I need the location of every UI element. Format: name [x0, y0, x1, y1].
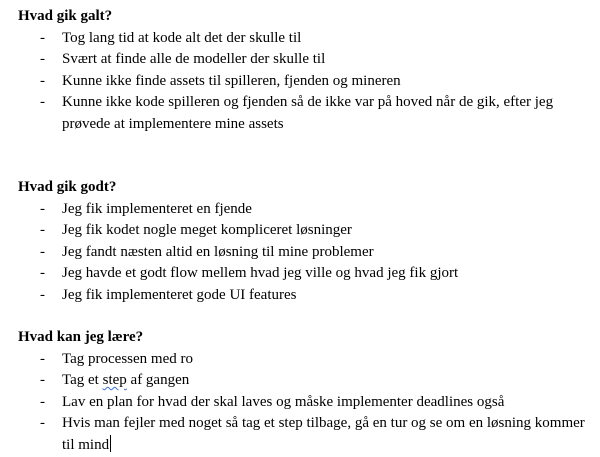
- list-item-text: Tog lang tid at kode alt det der skulle til: [62, 29, 302, 46]
- list-item-text: Lav en plan for hvad der skal laves og måske implementer deadlines også: [62, 393, 505, 410]
- section-what-can-i-learn: [18, 327, 588, 457]
- section-heading: Hvad gik godt?: [18, 179, 117, 195]
- section-what-went-well: [18, 177, 588, 307]
- bullet-dash: -: [40, 200, 45, 217]
- list-item: [18, 349, 588, 371]
- spellcheck-underline: step: [102, 372, 127, 389]
- bullet-dash: -: [40, 222, 45, 239]
- bullet-dash: -: [40, 265, 45, 282]
- list-item: [18, 392, 588, 414]
- list-item: [18, 199, 588, 221]
- list-item: [18, 71, 588, 93]
- text-cursor: [110, 435, 111, 452]
- list-item-text: Jeg fandt næsten altid en løsning til mine problemer: [62, 243, 374, 260]
- list-item-text: Svært at finde alle de modeller der skulle til: [62, 51, 326, 68]
- list-item-text: Kunne ikke kode spilleren og fjenden så de ikke var på hoved når de gik, efter jeg prøvede at implementere mine assets: [62, 94, 554, 132]
- bullet-list: [18, 199, 588, 307]
- bullet-list: [18, 28, 588, 136]
- list-item: [18, 92, 588, 135]
- list-item: [18, 370, 588, 392]
- bullet-dash: -: [40, 243, 45, 260]
- list-item-text: Tag processen med ro: [62, 350, 193, 367]
- bullet-dash: -: [40, 393, 45, 410]
- bullet-dash: -: [40, 415, 45, 432]
- bullet-dash: -: [40, 51, 45, 68]
- bullet-dash: -: [40, 94, 45, 111]
- list-item-text: Hvis man fejler med noget så tag et step tilbage, gå en tur og se om en løsning kommer til mind: [62, 415, 585, 453]
- list-item: [18, 413, 588, 456]
- list-item-text: Jeg havde et godt flow mellem hvad jeg ville og hvad jeg fik gjort: [62, 265, 459, 282]
- section-heading: Hvad gik galt?: [18, 8, 113, 24]
- section-what-went-wrong: [18, 6, 588, 136]
- bullet-dash: -: [40, 72, 45, 89]
- list-item: [18, 28, 588, 50]
- bullet-dash: -: [40, 29, 45, 46]
- bullet-dash: -: [40, 372, 45, 389]
- list-item-text: Kunne ikke finde assets til spilleren, fjenden og mineren: [62, 72, 401, 89]
- list-item: [18, 242, 588, 264]
- list-item: [18, 285, 588, 307]
- bullet-dash: -: [40, 286, 45, 303]
- bullet-dash: -: [40, 350, 45, 367]
- list-item-text: Jeg fik kodet nogle meget kompliceret løsninger: [62, 222, 352, 239]
- section-heading: Hvad kan jeg lære?: [18, 329, 144, 345]
- bullet-list: [18, 349, 588, 457]
- list-item-text: Jeg fik implementeret en fjende: [62, 200, 252, 217]
- list-item-text: Tag et step af gangen: [62, 372, 190, 389]
- list-item-text: Jeg fik implementeret gode UI features: [62, 286, 297, 303]
- list-item: [18, 49, 588, 71]
- list-item: [18, 263, 588, 285]
- list-item: [18, 220, 588, 242]
